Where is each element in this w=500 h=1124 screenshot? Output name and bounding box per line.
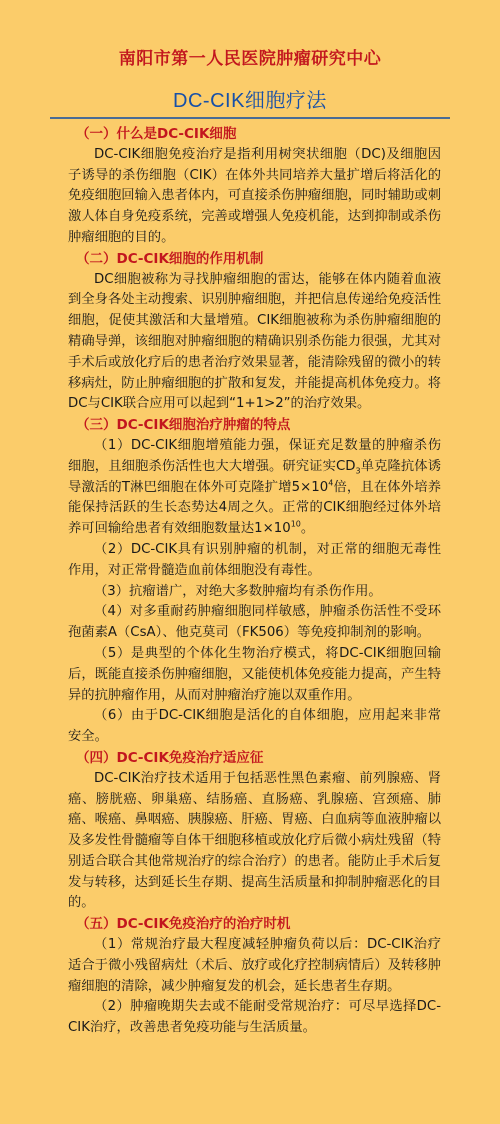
section-3-paragraph-1 — [68, 436, 441, 540]
text-run: 单克隆抗体诱导激活的T淋巴细胞在体外可克隆扩增5×10 — [68, 458, 442, 495]
section-5-paragraph-2: （2）肿瘤晚期失去或不能耐受常规治疗：可尽早选择DC-CIK治疗，改善患者免疫功能与生活质量。 — [68, 999, 441, 1036]
text-run: 。 — [300, 521, 315, 537]
section-3-paragraph-2: （2）DC-CIK具有识别肿瘤的机制，对正常的细胞无毒性作用，对正常骨髓造血前体细胞没有毒性。 — [68, 541, 441, 578]
section-3-paragraph-4: （4）对多重耐药肿瘤细胞同样敏感，肿瘤杀伤活性不受环孢菌素A（CsA）、他克莫司（FK506）等免疫抑制剂的影响。 — [68, 604, 441, 641]
page-title: 南阳市第一人民医院肿瘤研究中心 — [118, 49, 382, 69]
section-heading-2: （二）DC-CIK细胞的作用机制 — [76, 250, 264, 267]
section-2-paragraph: DC细胞被称为寻找肿瘤细胞的雷达，能够在体内随着血液到全身各处主动搜索、识别肿瘤细胞，并把信息传递给免疫活性细胞，促使其激活和大量增殖。CIK细胞被称为杀伤肿瘤细胞的精确导弹，该细胞对肿瘤细胞的精确识别杀伤能力很强，尤其对手术后或放化疗后的患者治疗效果显著，能清除残留的微小的转移病灶，防止肿瘤细胞的扩散和复发，并能提高机体免疫力。将DC与CIK联合应用可以起到“1+1>2”的治疗效果。 — [68, 271, 441, 412]
superscript: 4 — [328, 478, 334, 488]
section-4-paragraph: DC-CIK治疗技术适用于包括恶性黑色素瘤、前列腺癌、肾癌、膀胱癌、卵巢癌、结肠癌、直肠癌、乳腺癌、宫颈癌、肺癌、喉癌、鼻咽癌、胰腺癌、肝癌、胃癌、白血病等血液肿瘤以及多发性骨髓瘤等自体干细胞移植或放化疗后微小病灶残留（特别适合联合其他常规治疗的综合治疗）的患者。能防止手术后复发与转移，达到延长生存期、提高生活质量和抑制肿瘤恶化的目的。 — [68, 770, 441, 911]
section-1-paragraph: DC-CIK细胞免疫治疗是指利用树突状细胞（DC)及细胞因子诱导的杀伤细胞（CIK）在体外共同培养大量扩增后将活化的免疫细胞回输入患者体内，可直接杀伤肿瘤细胞，同时辅助或刺激人体自身免疫系统，完善或增强人免疫机能，达到抑制或杀伤肿瘤细胞的目的。 — [68, 146, 441, 245]
section-heading-5: （五）DC-CIK免疫治疗的治疗时机 — [76, 916, 291, 933]
section-3-paragraph-5: （5）是典型的个体化生物治疗模式，将DC-CIK细胞回输后，既能直接杀伤肿瘤细胞，又能使机体免疫能力提高，产生特异的抗肿瘤作用，从而对肿瘤治疗施以双重作用。 — [68, 645, 441, 703]
divider-line — [50, 117, 450, 119]
text-run: 倍，且在体外培养能保持活跃的生长态势达4周之久。正常的CIK细胞经过体外培养可回输给患者有效细胞数量达1×10 — [68, 479, 441, 537]
section-5-paragraph-1: （1）常规治疗最大程度减轻肿瘤负荷以后：DC-CIK治疗适合于微小残留病灶（术后、放疗或化疗控制病情后）及转移肿瘤细胞的清除，减少肿瘤复发的机会，延长患者生存期。 — [68, 937, 441, 994]
section-3-paragraph-6: （6）由于DC-CIK细胞是活化的自体细胞，应用起来非常安全。 — [68, 708, 441, 745]
section-heading-1: （一）什么是DC-CIK细胞 — [76, 126, 237, 142]
superscript: 10 — [290, 519, 301, 529]
section-heading-4: （四）DC-CIK免疫治疗适应征 — [76, 749, 264, 766]
page-subtitle: DC-CIK细胞疗法 — [173, 90, 327, 112]
article-body — [68, 124, 441, 1039]
section-heading-3: （三）DC-CIK细胞治疗肿瘤的特点 — [76, 417, 291, 434]
section-3-paragraph-3: （3）抗瘤谱广，对绝大多数肿瘤均有杀伤作用。 — [94, 583, 382, 599]
text-run: （1）DC-CIK细胞增殖能力强，保证充足数量的肿瘤杀伤细胞，且细胞杀伤活性也大大增强。研究证实CD — [68, 437, 441, 474]
subscript: 3 — [355, 466, 361, 476]
